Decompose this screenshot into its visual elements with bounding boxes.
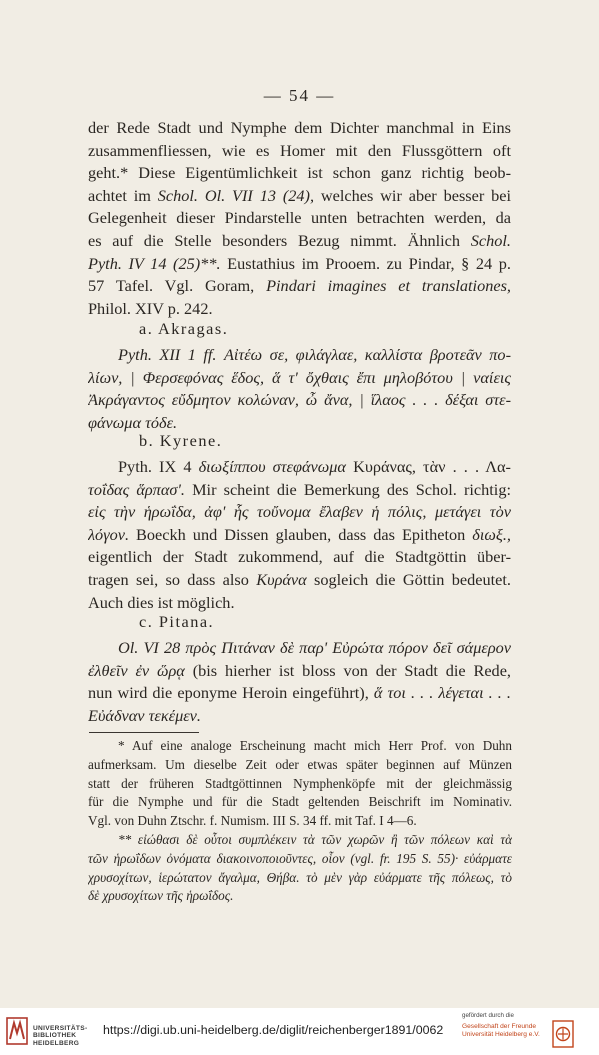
text-line: φάνωμα τόδε.	[88, 412, 178, 432]
text-line	[88, 230, 511, 253]
section-b-text	[88, 456, 511, 614]
footnote-line: δὲ χρυσοχίτων τῆς ἡρωΐδος.	[88, 888, 234, 904]
roman-segment: es auf die Stelle besonders Bezug nimmt. Ähnlich	[88, 230, 471, 250]
footnote-line: ** εἰώθασι δὲ οὗτοι συμπλέκειν τὰ τῶν χωρῶν ἢ τῶν πόλεων καὶ τὰ	[118, 831, 512, 847]
roman-segment: Κυράνας, τὰν . . . Λα-	[353, 457, 511, 476]
roman-segment: (bis hierher ist bloss von der Stadt die Rede,	[184, 660, 511, 680]
text-line: Ἀκράγαντος εὔδμητον κολώναν, ὦ ἄνα, | ἵλαος . . . δέξαι στε-	[88, 390, 511, 410]
text-line: Εὐάδναν τεκέμεν.	[88, 705, 201, 725]
roman-segment: nun wird die eponyme Heroin eingeführt),	[88, 683, 374, 703]
text-line: Ol. VI 28 πρὸς Πιτάναν δὲ παρ' Εὐρώτα πόρον δεῖ σάμερον	[118, 638, 511, 657]
permalink-url[interactable]: https://digi.ub.uni-heidelberg.de/diglit/reichenberger1891/0062	[103, 1023, 444, 1037]
text-line	[88, 682, 511, 705]
italic-segment: Schol. Ol. VII 13 (24),	[157, 185, 315, 205]
text-line	[88, 660, 511, 683]
text-line	[88, 479, 511, 502]
italic-segment: ἐλθεῖν ἐν ὥρᾳ	[88, 660, 185, 680]
text-line: Gelegenheit dieser Pindarstelle unten betrachten werden, da	[88, 208, 511, 228]
text-line: εἰς τὴν ἡρωΐδα, ἀφ' ἧς τοὔνομα ἔλαβεν ἡ πόλις, μετάγει τὸν	[88, 502, 511, 522]
italic-segment: Schol.	[470, 230, 511, 250]
italic-segment: τοΐδας ἅρπασ'.	[88, 479, 185, 499]
footnote-line: χρυσοχίτων, ἱερώτατον ἄγαλμα, Θήβα. τὸ μὲν γὰρ εὐάρματε τῆς πόλεως, τὸ	[88, 869, 512, 885]
university-library-logo-icon	[6, 1017, 28, 1045]
funded-by-label: gefördert durch die	[462, 1012, 514, 1019]
italic-segment: διωξ.,	[472, 524, 511, 544]
italic-segment: διωξίππου στεφάνωμα	[191, 457, 354, 476]
text-line	[88, 185, 511, 208]
text-line	[88, 275, 511, 298]
footnotes	[88, 737, 512, 906]
section-heading-kyrene: b. Kyrene.	[139, 431, 223, 450]
section-c-text	[88, 637, 511, 727]
footnote-line: statt der früheren Stadtgöttinnen Nymphenköpfe mit der gleichmässig	[88, 775, 512, 791]
roman-segment: sogleich die Göttin bedeutet.	[306, 569, 511, 589]
roman-segment: Mir scheint die Bemerkung des Schol. richtig:	[184, 479, 511, 499]
italic-segment: Κυράνα	[256, 569, 307, 589]
text-line: der Rede Stadt und Nymphe dem Dichter manchmal in Eins	[88, 118, 511, 137]
text-line: eigentlich der Stadt zukommend, auf die Stadtgöttin über-	[88, 547, 511, 567]
roman-segment: Pyth. IX 4	[118, 457, 192, 476]
text-line	[88, 456, 511, 479]
italic-segment: Pyth. IV 14 (25)**.	[88, 253, 221, 273]
text-line: zusammenfliessen, wie es Homer mit den Flussgöttern oft	[88, 140, 511, 160]
italic-segment: ἅ τοι . . . λέγεται . . .	[373, 683, 511, 703]
italic-segment: λόγον.	[88, 524, 130, 544]
footnote-line: aufmerksam. Um dieselbe Zeit oder etwas später beginnen auf Münzen	[88, 756, 512, 772]
footnote-rule	[89, 732, 199, 733]
text-line	[88, 253, 511, 276]
section-heading-akragas: a. Akragas.	[139, 319, 229, 338]
library-name: UNIVERSITÄTS- BIBLIOTHEK HEIDELBERG	[33, 1025, 88, 1047]
footnote-line: Vgl. von Duhn Ztschr. f. Numism. III S. 34 ff. mit Taf. I 4—6.	[88, 813, 417, 829]
roman-segment: Eustathius im Prooem. zu Pindar, § 24 p.	[220, 253, 511, 273]
friends-society-seal-icon	[552, 1020, 574, 1048]
italic-segment: Pindari imagines et translationes,	[266, 276, 511, 296]
text-line: Pyth. XII 1 ff. Αἰτέω σε, φιλάγλαε, καλλίστα βροτεᾶν πο-	[118, 345, 511, 364]
section-a-text	[88, 344, 511, 434]
page-number: — 54 —	[263, 86, 336, 105]
text-line: Philol. XIV p. 242.	[88, 298, 213, 318]
text-line: geht.* Diese Eigentümlichkeit ist schon ganz richtig beob-	[88, 163, 511, 183]
roman-segment: tragen sei, so dass also	[88, 569, 257, 589]
viewer-footer	[0, 1008, 599, 1055]
roman-segment: welches wir aber besser bei	[314, 185, 511, 205]
friends-society-name: Gesellschaft der Freunde Universität Heidelberg e.V.	[462, 1023, 540, 1039]
roman-segment: achtet im	[88, 185, 158, 205]
roman-segment: 57 Tafel. Vgl. Goram,	[88, 276, 267, 296]
roman-segment: Boeckh und Dissen glauben, dass das Epitheton	[129, 524, 473, 544]
paragraph-1	[88, 117, 511, 320]
section-heading-pitana: c. Pitana.	[139, 612, 215, 631]
footnote-line: τῶν ἡρωΐδων ὀνόματα διακοινοποιοῦντες, οἷον (vgl. fr. 195 S. 55)· εὐάρματε	[88, 850, 512, 866]
text-line	[88, 569, 511, 592]
footnote-line: * Auf eine analoge Erscheinung macht mich Herr Prof. von Duhn	[118, 738, 512, 753]
footnote-line: für die Nymphe und für die Stadt geltenden Beischrift im Nominativ.	[88, 794, 512, 810]
text-line: Auch dies ist möglich.	[88, 592, 235, 612]
text-line	[88, 524, 511, 547]
text-line: λίων, | Φερσεφόνας ἕδος, ἅ τ' ὄχθαις ἔπι μηλοβότου | ναίεις	[88, 367, 511, 387]
